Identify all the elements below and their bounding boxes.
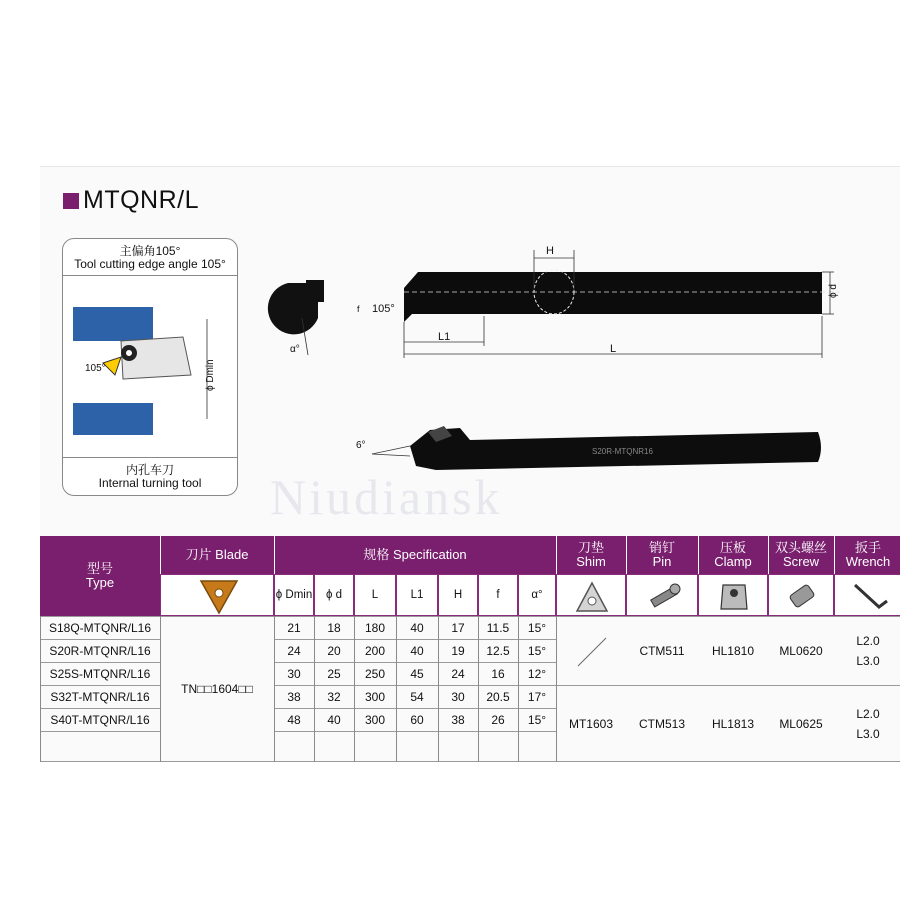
cell-value: 40 [410,643,424,658]
angle-caption-cn: 主偏角105° [119,244,181,258]
pin-icon [627,575,699,617]
cell-value: 180 [364,620,386,635]
cell-value: 48 [287,712,301,727]
cell-value: 11.5 [486,620,510,635]
spec-col-h: H [438,574,478,616]
cell-value: 16 [491,666,505,681]
angle-caption-en: Tool cutting edge angle 105° [74,257,226,271]
wrench-group-2: L2.0 L3.0 [856,706,880,741]
cell-value: 19 [451,643,465,658]
tool-caption-en: Internal turning tool [98,476,202,490]
spec-table [40,536,900,762]
cell-value: 17 [451,620,465,635]
tool-caption-cn: 内孔车刀 [125,463,174,477]
drawing-angle-label: 105° [372,303,395,315]
l1-label: L1 [438,331,451,343]
spec-col-l1: L1 [396,574,438,616]
cell-value: 15° [527,712,547,727]
cell-value: 12° [527,666,547,681]
cell-value: 24 [451,666,465,681]
cell-value: 300 [364,712,386,727]
spec-col-dmin: ϕ Dmin [274,574,314,616]
cell-value: 15° [527,620,547,635]
cell-value: 40 [327,712,341,727]
spec-header: 规格 Specification [363,547,467,562]
cell-value: 32 [327,689,341,704]
blade-header: 刀片 Blade [185,547,249,562]
cell-value: 21 [287,620,301,635]
cell-value: 300 [364,689,386,704]
cell-value: 26 [491,712,505,727]
cell-value: 24 [287,643,301,658]
cell-value: 20 [327,643,341,658]
cell-value: 60 [410,712,424,727]
table-row: S25S-MTQNR/L16 [49,666,151,681]
pin-group-2: CTM513 [638,716,685,731]
clamp-icon-cell [698,574,768,616]
l-label: L [610,343,617,355]
cell-value: 45 [410,666,424,681]
d-label: ϕ d [828,284,839,298]
h-label: H [546,245,554,257]
shim-icon-cell [556,574,626,616]
wrench-icon [835,575,900,617]
title-text: MTQNR/L [83,186,199,214]
shim-header: 刀垫 Shim [576,540,606,569]
cell-value: 18 [327,620,341,635]
type-header: 型号 Type [85,561,115,590]
screw-group-1: ML0620 [779,643,823,658]
clamp-icon [699,575,769,617]
table-row: S18Q-MTQNR/L16 [48,620,152,635]
table-row: S40T-MTQNR/L16 [50,712,150,727]
cell-value: 30 [451,689,465,704]
wrench-header: 扳手 Wrench [845,540,891,569]
cell-value: 200 [364,643,386,658]
spec-col-d: ϕ d [314,574,354,616]
table-row: S20R-MTQNR/L16 [49,643,151,658]
no-shim-slash [556,616,626,685]
triangle-insert-icon [161,575,275,617]
wrench-group-1: L2.0 L3.0 [856,633,880,668]
pin-header: 销钉 Pin [648,540,675,569]
blade-icon-cell [160,574,274,616]
f-label: f [357,304,360,314]
cell-value: 40 [410,620,424,635]
pin-icon-cell [626,574,698,616]
screw-icon-cell [768,574,834,616]
cell-value: 30 [287,666,301,681]
cell-value: 250 [364,666,386,681]
screw-icon [769,575,835,617]
spec-col-l: L [354,574,396,616]
shim-group-2: MT1603 [568,716,614,731]
table-row: S32T-MTQNR/L16 [50,689,150,704]
clamp-header: 压板 Clamp [714,540,752,569]
cell-value: 17° [527,689,547,704]
cell-value: 54 [410,689,424,704]
cell-value: 38 [287,689,301,704]
cell-value: 38 [451,712,465,727]
cell-value: 20.5 [486,689,510,704]
screw-group-2: ML0625 [779,716,823,731]
pin-group-1: CTM511 [639,643,685,658]
cell-value: 25 [327,666,341,681]
clamp-group-1: HL1810 [711,643,755,658]
shim-icon [557,575,627,617]
cell-value: 15° [527,643,547,658]
screw-header: 双头螺丝 Screw [774,540,827,569]
clamp-group-2: HL1813 [711,716,755,731]
spec-col-f: f [478,574,518,616]
blade-code: TN□□1604□□ [181,682,253,696]
bar-engraving: S20R-MTQNR16 [592,447,653,456]
spec-col-alpha: α° [518,574,556,616]
dmin-label: ϕ Dmin [205,359,216,391]
diagram-angle-label: 105° [85,363,106,374]
alpha-label: α° [290,344,300,355]
cell-value: 12.5 [486,643,510,658]
angle6-label: 6° [356,440,366,451]
watermark-text: Niudiansk [270,469,503,525]
wrench-icon-cell [834,574,900,616]
